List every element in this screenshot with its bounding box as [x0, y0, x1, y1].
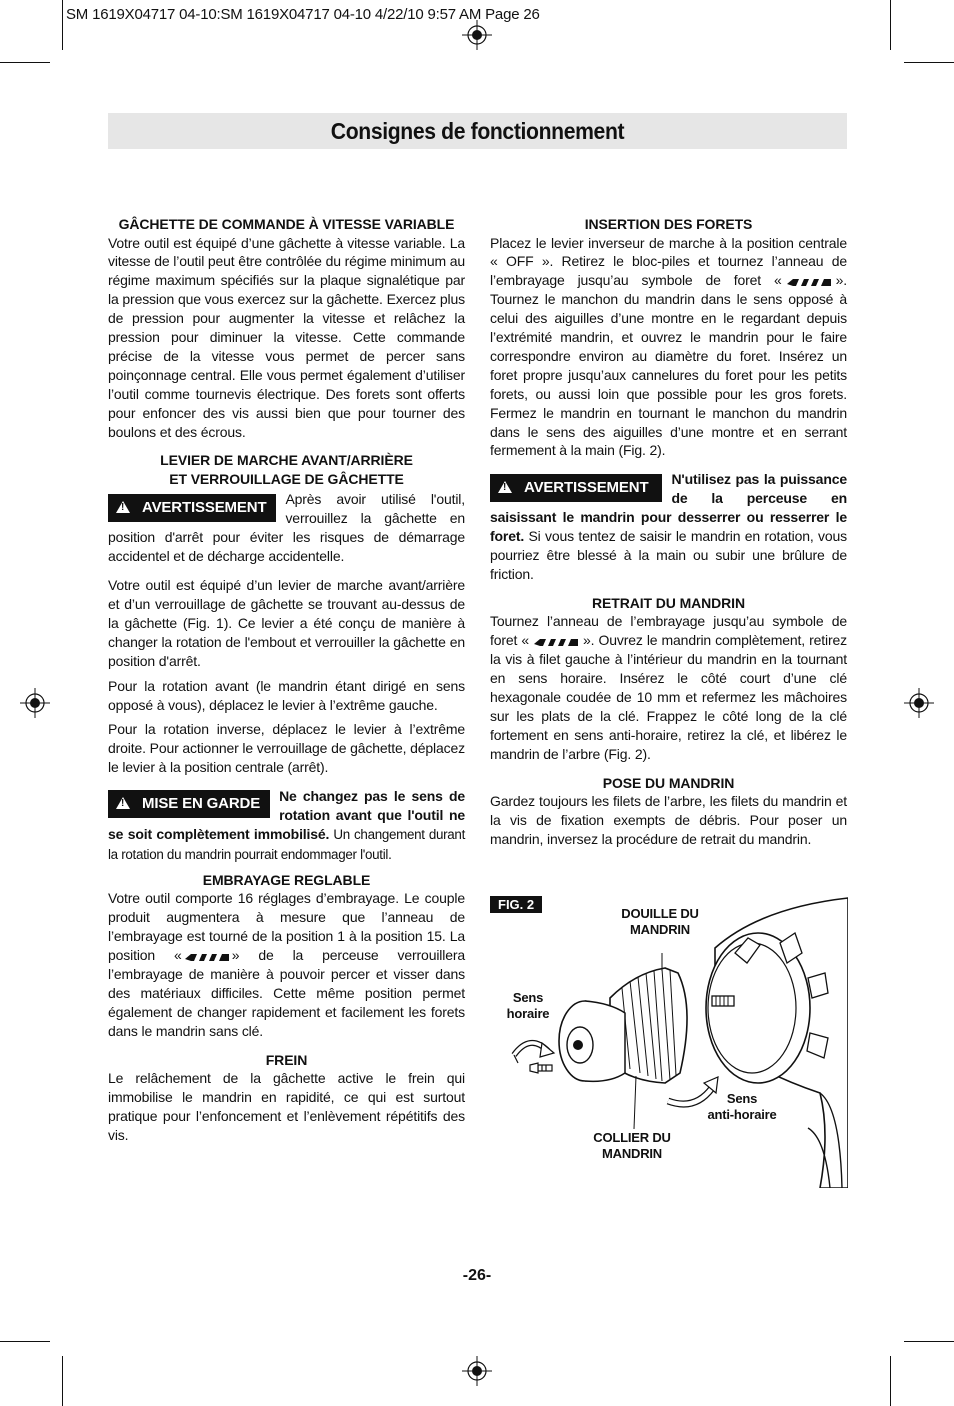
callout-chuck-sleeve [612, 906, 708, 938]
callout-counterclockwise-line-2: anti-horaire [707, 1107, 777, 1122]
paragraph-brake: Le relâchement de la gâchette active le frein qui immobilise le mandrin en rapidité, ce qui est surtout pratique pour l’enfoncement et l’enlèvement répétitifs des vis. [108, 1070, 465, 1143]
registration-mark-icon [462, 20, 492, 50]
warning-triangle-icon [116, 501, 130, 513]
crop-mark [890, 0, 891, 50]
crop-mark [62, 0, 63, 50]
paragraph-bit-insertion-part-1: Placez le levier inverseur de marche à la position centrale « OFF ». Retirez le bloc-piles et tournez l’anneau de l’embrayage jusqu’au symbole de foret « [490, 234, 847, 289]
callout-chuck-collar-line-1: COLLIER DU [593, 1130, 671, 1145]
paragraph-bit-insertion-part-2: ». Tournez le manchon du mandrin dans le sens opposé à celui des aiguilles d’une montre en le regardant depuis l’extrémité mandrin, et ouvrez le mandrin pour le faire correspondre environ au diamètre du foret. Insérez un foret propre jusqu’aux cannelures du foret pour les petits forets, ou aussi loin que possible pour les gros forets. Fermez le mandrin en tournant le manchon du mandrin dans le sens des aiguilles d’une montre et en serrant fermement à la main (Fig. 2). [490, 272, 847, 459]
paragraph-bit-insertion [490, 234, 847, 461]
warning-text: Après avoir utilisé l'outil, verrouillez la gâchette en position d'arrêt pour éviter les risques de démarrage accidentel et de décharge accidentelle. [108, 491, 465, 565]
warning-text: Si vous tentez de saisir le mandrin en rotation, vous pourriez être blessé à la main ou subir une brûlure de friction. [490, 528, 847, 582]
paragraph-chuck-removal [490, 612, 847, 763]
section-heading-reverse-lever: LEVIER DE MARCHE AVANT/ARRIÈRE [160, 452, 413, 469]
registration-mark-icon [462, 1356, 492, 1386]
registration-mark-icon [20, 688, 50, 718]
paragraph-clutch-part-2: » de la perceuse verrouillera l’embrayage de manière à pouvoir percer et visser dans des matériaux difficiles. Cette même position permet également de changer rapidement et facilement les forets dans le mandrin sans clé. [108, 947, 465, 1039]
caution-badge [108, 790, 270, 818]
callout-chuck-sleeve-line-1: DOUILLE DU [621, 906, 699, 921]
slug-line: SM 1619X04717 04-10:SM 1619X04717 04-10 4/22/10 9:57 AM Page 26 [66, 6, 540, 23]
crop-mark [890, 1356, 891, 1406]
callout-counterclockwise [704, 1091, 780, 1123]
paragraph-variable-speed: Votre outil est équipé d’une gâchette à vitesse variable. La vitesse de l’outil peut être contrôlée du régime minimum au régime maximum spécifiés sur la plaque signalétique par la pression que vous exercez sur la gâchette. Exercez plus de pression pour augmenter la vitesse et relâchez la pression pour diminuer la vitesse. Cette commande précise de la vitesse vous permet de percer sans poinçonnage central. Elle vous permet également d’utiliser l’outil comme tournevis électrique. Des forets sont offerts pour enfoncer des vis aussi bien que pour tourner des boulons et des écrous. [108, 234, 465, 440]
crop-mark [904, 1341, 954, 1342]
section-heading-brake: FREIN [265, 1051, 308, 1068]
section-heading-variable-speed: GÂCHETTE DE COMMANDE À VITESSE VARIABLE [118, 216, 455, 232]
warning-triangle-icon [498, 481, 512, 493]
paragraph-reverse-rotation: Pour la rotation inverse, déplacez le levier à l’extrême droite. Pour actionner le verrouillage de gâchette, déplacez le levier à la position centrale (arrêt). [108, 721, 465, 776]
callout-chuck-collar [586, 1130, 678, 1162]
warning-lock-trigger [108, 490, 465, 566]
drill-bit-symbol-icon [532, 636, 580, 648]
drill-bit-symbol-icon [185, 951, 229, 963]
callout-clockwise-line-1: Sens [512, 990, 544, 1005]
right-column [490, 215, 847, 849]
caution-rotation [108, 787, 465, 865]
section-heading-chuck-removal: RETRAIT DU MANDRIN [592, 594, 745, 611]
page-title-bar [108, 113, 847, 149]
warning-badge-label: AVERTISSEMENT [524, 479, 649, 497]
page-number: -26- [462, 1267, 492, 1284]
section-heading-clutch: EMBRAYAGE REGLABLE [202, 871, 371, 888]
warning-chuck-power [490, 470, 847, 583]
section-heading-chuck-installation: POSE DU MANDRIN [602, 774, 735, 791]
callout-chuck-sleeve-line-2: MANDRIN [630, 922, 690, 937]
paragraph-chuck-removal-part-1: Tournez l’anneau de l’embrayage jusqu’au symbole de foret « [490, 613, 847, 649]
crop-mark [0, 62, 50, 63]
paragraph-chuck-installation: Gardez toujours les filets de l’arbre, les filets du mandrin et la vis de fixation exempts de débris. Pour poser un mandrin, inversez la procédure de retrait du mandrin. [490, 793, 847, 847]
crop-mark [62, 1356, 63, 1406]
page-title: Consignes de fonctionnement [330, 118, 625, 144]
section-heading-trigger-lock: ET VERROUILLAGE DE GÂCHETTE [169, 470, 404, 487]
warning-triangle-icon [116, 797, 130, 809]
crop-mark [904, 62, 954, 63]
paragraph-clutch [108, 889, 465, 1040]
warning-badge-label: AVERTISSEMENT [142, 499, 267, 517]
warning-bold-text: N'utilisez pas la puissance de la perceuse en saisissant le mandrin pour desserrer ou resserrer le foret. [490, 471, 847, 545]
paragraph-chuck-removal-part-2: ». Ouvrez le mandrin complètement, retirez la vis à filet gauche à l’intérieur du mandrin en la tournant en sens horaire. Insérez le côté court d’une clé hexagonale coudée de 10 mm et refermez les mâchoires sur les plats de la clé. Frappez le côté long de la clé fortement en sens anti-horaire, retirez la clé, et libérez le mandrin de l’arbre (Fig. 2). [490, 632, 847, 762]
caution-bold-text: Ne changez pas le sens de rotation avant que l'outil ne se soit complètement immobilisé. [108, 788, 465, 842]
callout-counterclockwise-line-1: Sens [726, 1091, 758, 1106]
figure-2 [490, 893, 848, 1188]
figure-label: FIG. 2 [490, 896, 542, 913]
left-column [108, 215, 465, 1145]
callout-clockwise [502, 990, 554, 1022]
paragraph-forward-rotation: Pour la rotation avant (le mandrin étant dirigé en sens opposé à vous), déplacez le levier à l’extrême gauche. [108, 677, 465, 713]
crop-mark [0, 1341, 50, 1342]
caution-badge-label: MISE EN GARDE [142, 795, 261, 813]
registration-mark-icon [904, 688, 934, 718]
warning-badge [108, 494, 276, 522]
caution-text: Un changement durant la rotation du mandrin pourrait endommager l'outil. [108, 826, 465, 862]
drill-bit-symbol-icon [785, 276, 833, 288]
paragraph-clutch-part-1: Votre outil comporte 16 réglages d’embrayage. Le couple produit augmentera à mesure que l’anneau de l’embrayage est tourné de la position 1 à la position 15. La position « [108, 890, 465, 963]
paragraph-reverse-lever: Votre outil est équipé d’un levier de marche avant/arrière et d’un verrouillage de gâchette se trouvant au-dessus de la gâchette (Fig. 1). Ce levier a été conçu de manière à changer la rotation de l'embout et verrouiller la gâchette en position d'arrêt. [108, 577, 465, 669]
callout-clockwise-line-2: horaire [506, 1006, 550, 1021]
callout-chuck-collar-line-2: MANDRIN [602, 1146, 662, 1161]
warning-badge [490, 474, 662, 502]
section-heading-bit-insertion: INSERTION DES FORETS [584, 216, 753, 232]
